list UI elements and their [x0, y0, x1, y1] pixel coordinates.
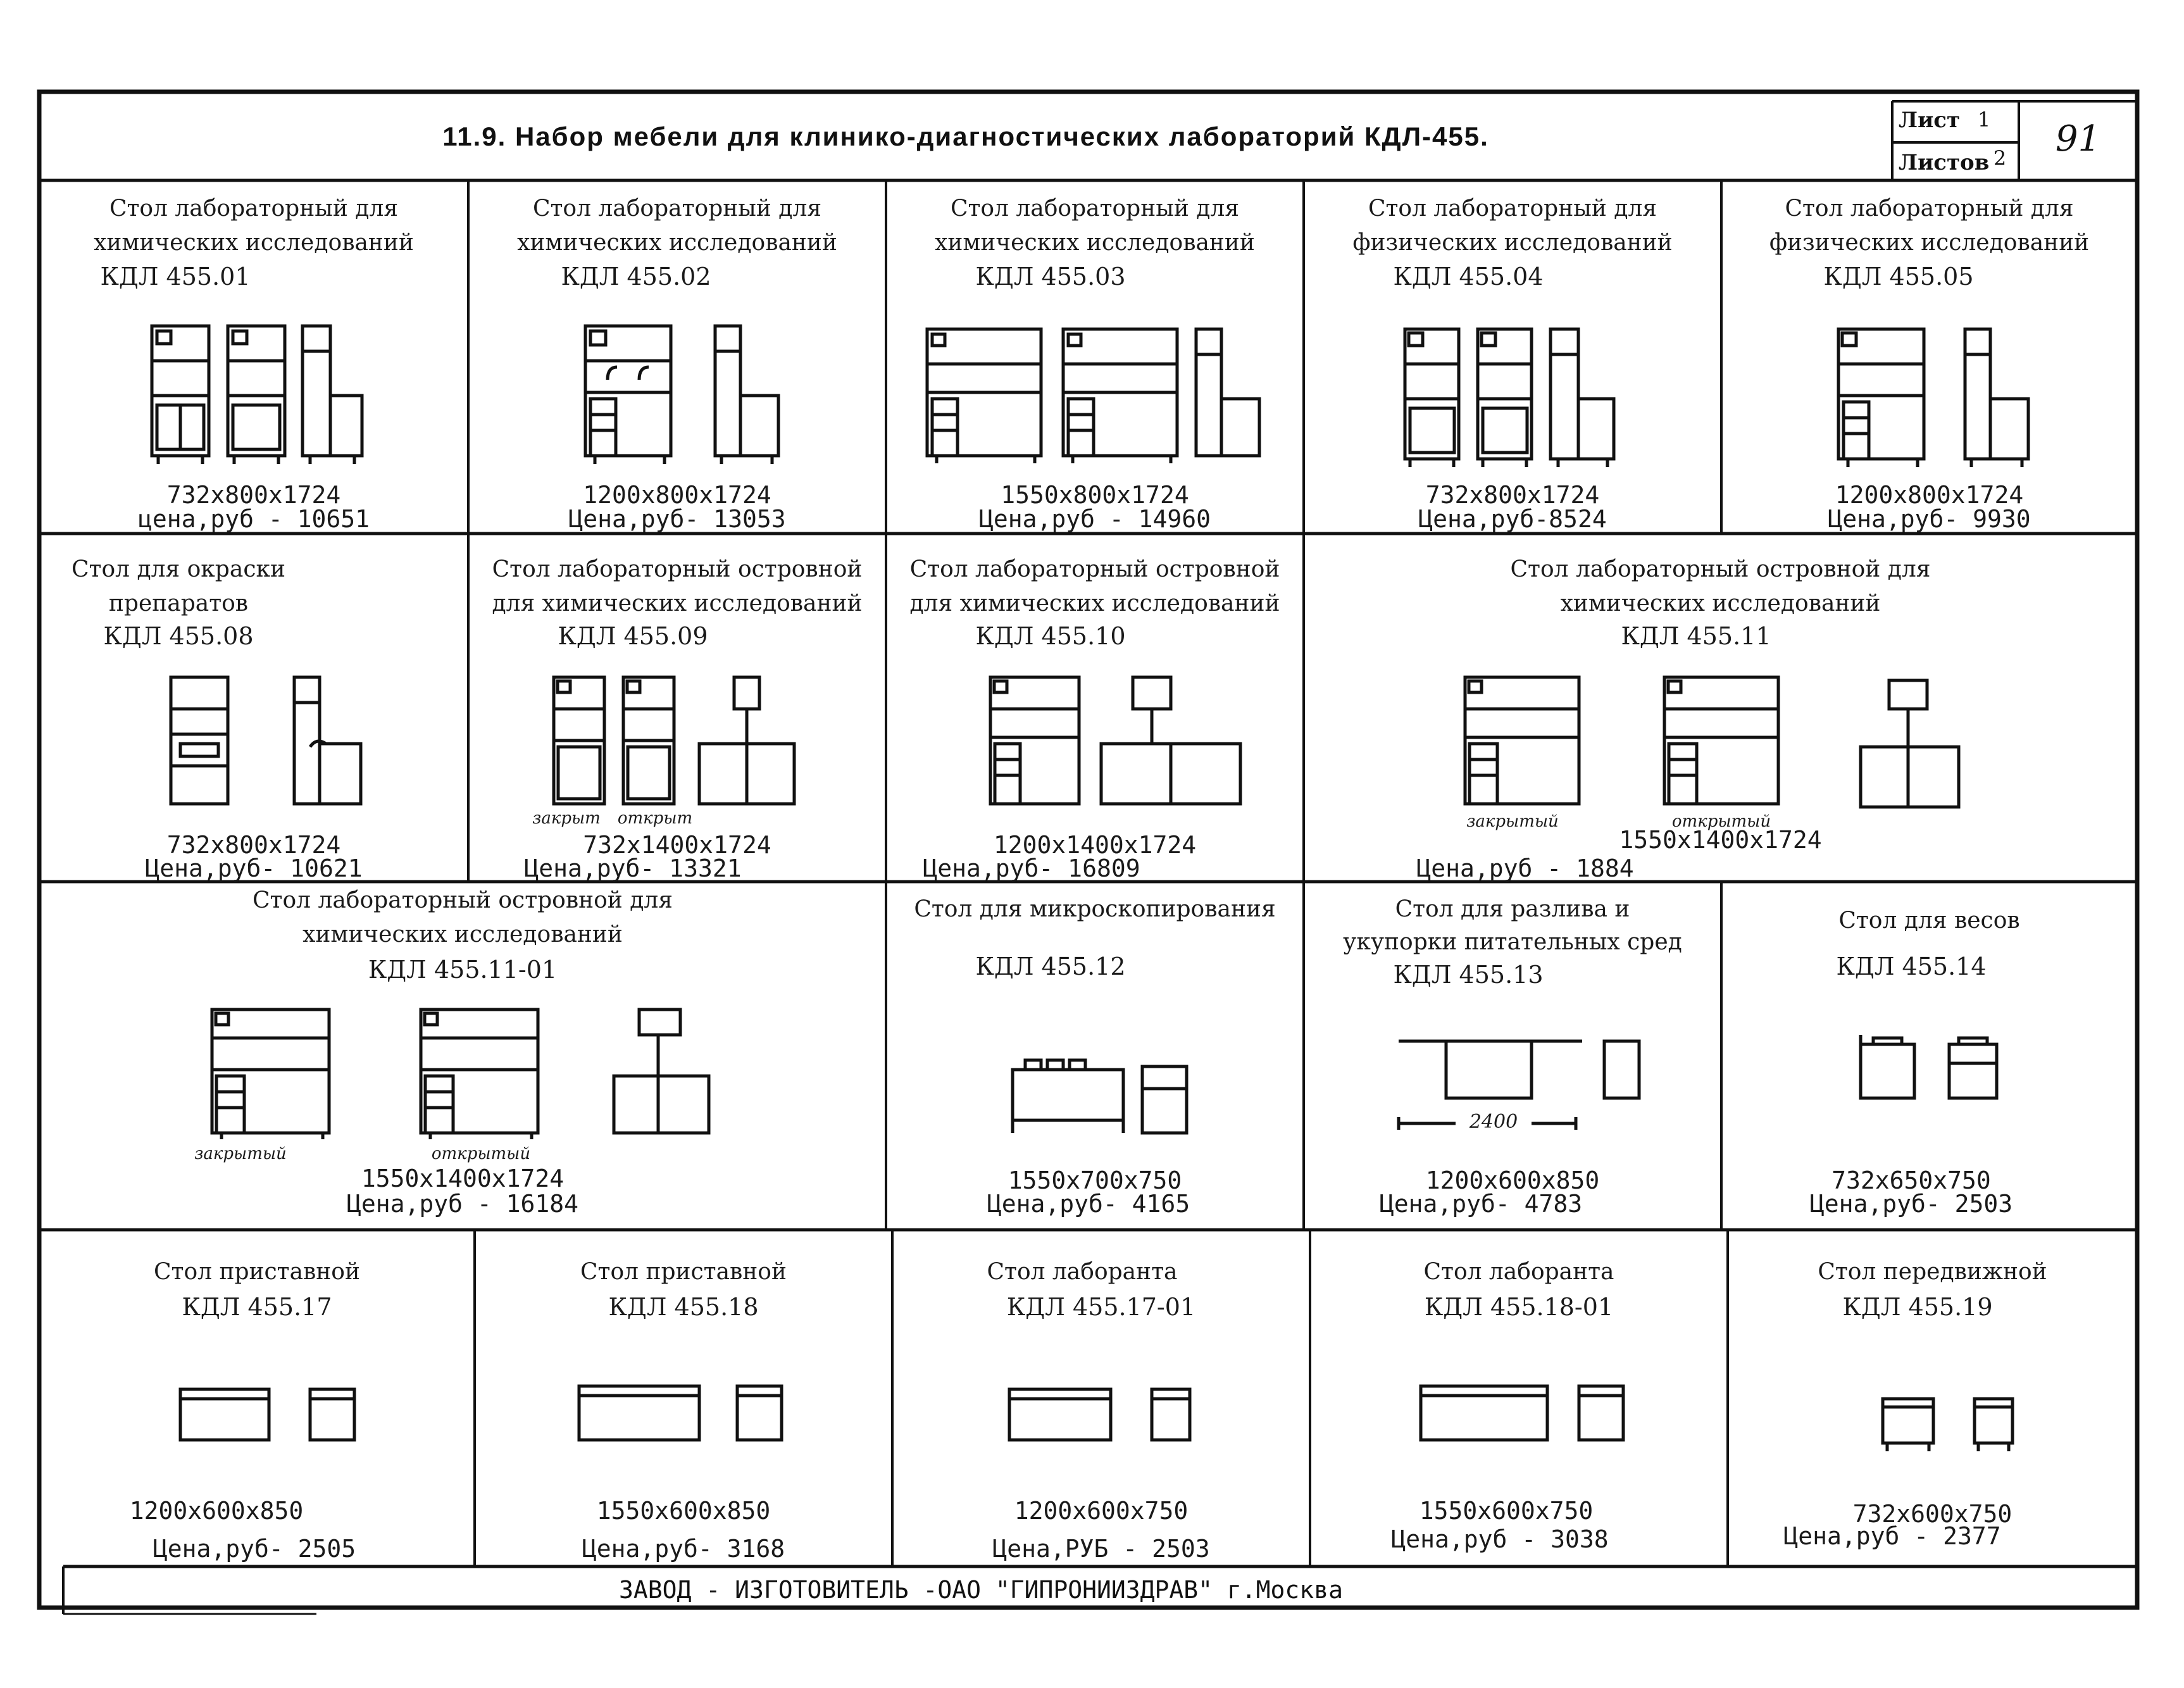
item-dimensions: 1200х600х850 [129, 1497, 304, 1525]
item-price: Цена,руб - 3038 [1391, 1525, 1609, 1553]
item-price: Цена,руб- 2505 [153, 1535, 356, 1563]
item-name-line-2: укупорки питательных сред [1343, 929, 1682, 955]
item-dimensions: 1200х600х750 [1014, 1497, 1189, 1525]
item-name-line-2: физических исследований [1352, 230, 1673, 256]
item-name-line-2: для химических исследований [909, 591, 1280, 616]
item-code: КДЛ 455.01 [100, 263, 251, 291]
item-code: КДЛ 455.12 [975, 953, 1126, 980]
item-price: Цена,РУБ - 2503 [992, 1535, 1210, 1563]
item-dimensions: 1200х800х1724 [1835, 481, 2024, 509]
item-price: Цена,руб- 13321 [524, 854, 742, 882]
item-price: Цена,руб - 2377 [1783, 1522, 2001, 1550]
item-drawing [1456, 671, 1962, 816]
item-price: Цена,руб- 9930 [1828, 505, 2031, 533]
item-drawing [1000, 1051, 1202, 1146]
item-code: КДЛ 455.08 [103, 622, 254, 650]
item-dimensions: 1550х1400х1724 [1619, 826, 1822, 854]
item-code: КДЛ 455.11-01 [368, 956, 558, 984]
item-drawing [1823, 323, 2057, 472]
item-code: КДЛ 455.17 [182, 1293, 332, 1321]
item-note: открытый [431, 1144, 531, 1163]
item-dimensions: 1550х1400х1724 [361, 1165, 565, 1192]
item-note: открытый [1671, 812, 1771, 831]
item-note: закрытый [194, 1144, 287, 1163]
item-name-line-2: препаратов [108, 591, 249, 616]
item-dimensions: 1200х800х1724 [583, 481, 771, 509]
item-name-line-1: Стол для весов [1838, 908, 2020, 934]
item-price: Цена,руб- 2503 [1809, 1190, 2013, 1218]
item-drawing [544, 671, 823, 810]
item-dimensions: 732х1400х1724 [583, 831, 771, 859]
item-price: Цена,руб - 16184 [346, 1190, 579, 1218]
item-name-line-2: химических исследований [517, 230, 837, 256]
item-dimensions: 732х800х1724 [1425, 481, 1600, 509]
item-name-line-1: Стол приставной [580, 1259, 787, 1285]
item-code: КДЛ 455.14 [1836, 953, 1987, 980]
item-note: открыт [617, 809, 693, 828]
item-price: цена,руб - 10651 [137, 505, 370, 533]
item-name-line-1: Стол лабораторный островной для [253, 887, 673, 913]
item-price: Цена,руб- 3168 [582, 1535, 785, 1563]
item-dimensions: 1550х700х750 [1008, 1166, 1182, 1194]
item-code: КДЛ 455.18 [608, 1293, 759, 1321]
item-name-line-2: химических исследований [935, 230, 1255, 256]
item-drawing [1411, 1373, 1639, 1456]
item-name-line-1: Стол лабораторный островной для [1510, 556, 1931, 582]
sheet-label: Лист [1899, 108, 1961, 133]
item-code: КДЛ 455.11 [1621, 622, 1771, 650]
item-name-line-2: для химических исследований [492, 591, 863, 616]
item-name-line-1: Стол лабораторный островной [909, 556, 1280, 582]
item-drawing [570, 1377, 797, 1453]
item-name-line-1: Стол лабораторный для [950, 196, 1240, 222]
item-name-line-1: Стол лаборанта [987, 1259, 1178, 1285]
item-code: КДЛ 455.10 [975, 622, 1126, 650]
item-code: КДЛ 455.19 [1842, 1293, 1993, 1321]
item-code: КДЛ 455.05 [1823, 263, 1974, 291]
item-drawing [139, 320, 380, 472]
item-name-line-2: химических исследований [303, 922, 623, 947]
item-drawing [1000, 1380, 1209, 1456]
item-dimensions: 1550х800х1724 [1001, 481, 1189, 509]
item-name-line-1: Стол передвижной [1818, 1259, 2047, 1285]
item-name-line-2: химических исследований [94, 230, 414, 256]
item-price: Цена,руб- 13053 [568, 505, 786, 533]
item-drawing [570, 320, 804, 472]
item-drawing [1854, 1032, 2025, 1114]
item-note: закрытый [1466, 812, 1559, 831]
item-price: Цена,руб- 10621 [145, 854, 363, 882]
item-drawing [1873, 1389, 2038, 1459]
item-name-line-2: химических исследований [1560, 591, 1881, 616]
item-name-line-1: Стол лабораторный для [1368, 196, 1657, 222]
item-name-line-1: Стол для разлива и [1395, 896, 1630, 922]
item-price: Цена,руб- 4783 [1379, 1190, 1583, 1218]
item-code: КДЛ 455.18-01 [1424, 1293, 1614, 1321]
item-dimensions: 1550х600х750 [1419, 1497, 1594, 1525]
item-name-line-1: Стол лабораторный островной [492, 556, 863, 582]
item-name-line-1: Стол лабораторный для [109, 196, 399, 222]
sheet-number: 1 [1977, 108, 1991, 132]
item-price: Цена,руб- 4165 [987, 1190, 1190, 1218]
item-price: Цена,руб - 14960 [978, 505, 1211, 533]
item-dimensions: 732х650х750 [1831, 1166, 1991, 1194]
sheets-label: Листов [1899, 150, 1990, 175]
item-drawing [158, 671, 373, 810]
item-code: КДЛ 455.17-01 [1006, 1293, 1196, 1321]
item-name-line-1: Стол приставной [154, 1259, 360, 1285]
item-dimensions: 732х600х750 [1852, 1500, 2012, 1528]
item-name-line-1: Стол для микроскопирования [914, 896, 1276, 922]
item-drawing [981, 671, 1253, 810]
item-price: Цена,руб - 1884 [1416, 854, 1634, 882]
item-price: Цена,руб-8524 [1418, 505, 1607, 533]
item-drawing [203, 1003, 721, 1142]
page-title: 11.9. Набор мебели для клинико-диагностических лабораторий КДЛ-455. [442, 122, 1489, 151]
item-name-line-1: Стол лабораторный для [1785, 196, 2074, 222]
manufacturer-footer: ЗАВОД - ИЗГОТОВИТЕЛЬ -ОАО "ГИПРОНИИЗДРАВ" г.Москва [619, 1576, 1343, 1604]
item-drawing [171, 1380, 373, 1456]
item-drawing [1392, 323, 1633, 472]
item-name-line-1: Стол для окраски [72, 556, 285, 582]
item-name-line-2: физических исследований [1769, 230, 2090, 256]
item-note: закрыт [532, 809, 601, 828]
item-code: КДЛ 455.02 [561, 263, 711, 291]
item-drawing [918, 323, 1272, 468]
page-number: 91 [2055, 118, 2101, 159]
dimension-label: 2400 [1456, 1111, 1532, 1133]
item-name-line-1: Стол лаборанта [1423, 1259, 1614, 1285]
item-name-line-1: Стол лабораторный для [532, 196, 822, 222]
item-code: КДЛ 455.04 [1393, 263, 1544, 291]
item-dimensions: 1200х600х850 [1425, 1166, 1600, 1194]
item-code: КДЛ 455.09 [558, 622, 708, 650]
item-dimensions: 1550х600х850 [596, 1497, 771, 1525]
item-code: КДЛ 455.13 [1393, 961, 1544, 989]
item-dimensions: 732х800х1724 [166, 481, 341, 509]
item-code: КДЛ 455.03 [975, 263, 1126, 291]
item-dimensions: 1200х1400х1724 [993, 831, 1197, 859]
sheets-count: 2 [1993, 146, 2007, 170]
item-price: Цена,руб- 16809 [923, 854, 1140, 882]
item-dimensions: 732х800х1724 [166, 831, 341, 859]
